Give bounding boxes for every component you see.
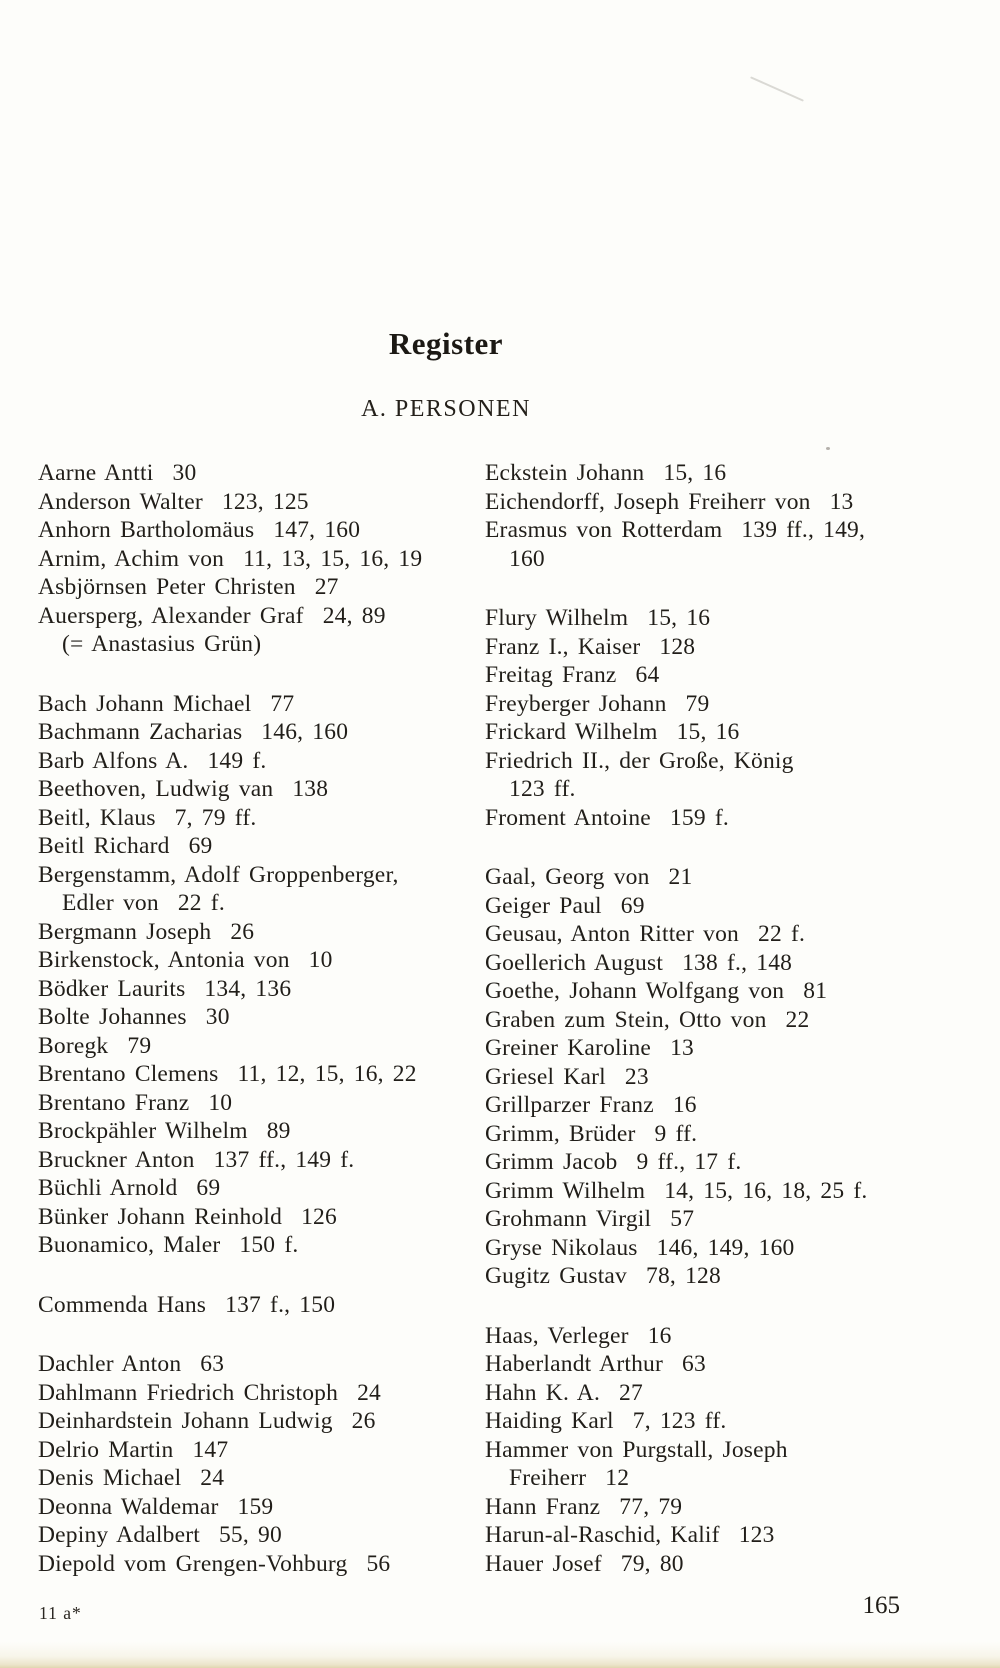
index-entry bbox=[485, 633, 965, 662]
index-entry bbox=[485, 863, 965, 892]
index-entry bbox=[38, 1493, 483, 1522]
index-group bbox=[485, 863, 965, 1291]
signature-mark: 11 a* bbox=[39, 1603, 82, 1623]
index-entry bbox=[485, 1436, 965, 1465]
entry-pages: 21 bbox=[668, 864, 693, 890]
entry-pages: 22 f. bbox=[177, 890, 225, 916]
index-entry bbox=[38, 1203, 483, 1232]
index-entry bbox=[38, 459, 483, 488]
index-entry bbox=[485, 1379, 965, 1408]
entry-name: Eckstein Johann bbox=[485, 460, 645, 486]
index-entry bbox=[38, 545, 483, 574]
entry-pages: 137 ff., 149 f. bbox=[213, 1146, 355, 1173]
index-entry bbox=[485, 1034, 965, 1063]
entry-name: Büchli Arnold bbox=[38, 1175, 178, 1201]
index-entry bbox=[485, 775, 965, 804]
entry-name: Freitag Franz bbox=[485, 662, 617, 688]
index-group bbox=[485, 604, 965, 832]
entry-name: Gaal, Georg von bbox=[485, 864, 650, 890]
entry-name: Grimm Jacob bbox=[485, 1149, 618, 1175]
entry-name: Freiherr bbox=[509, 1465, 587, 1491]
entry-name: Grillparzer Franz bbox=[485, 1092, 654, 1118]
entry-pages: 16 bbox=[672, 1092, 697, 1118]
entry-pages: 10 bbox=[308, 947, 333, 973]
entry-pages: 159 bbox=[237, 1493, 274, 1520]
index-column-right bbox=[485, 459, 965, 1578]
entry-pages: 126 bbox=[301, 1203, 337, 1230]
index-entry bbox=[485, 1205, 965, 1234]
entry-name: Anderson Walter bbox=[38, 488, 203, 515]
entry-name: Geiger Paul bbox=[485, 892, 602, 919]
entry-pages: 9 ff., 17 f. bbox=[636, 1149, 742, 1175]
entry-name: Brockpähler Wilhelm bbox=[38, 1118, 248, 1144]
entry-pages: 139 ff., 149, bbox=[741, 517, 866, 543]
entry-pages: 79 bbox=[685, 690, 710, 717]
entry-pages: 26 bbox=[230, 918, 255, 945]
entry-pages: 30 bbox=[205, 1004, 230, 1030]
entry-pages: 30 bbox=[172, 460, 197, 486]
entry-pages: 7, 123 ff. bbox=[632, 1408, 727, 1434]
entry-pages: 16 bbox=[647, 1322, 672, 1349]
entry-name: Eichendorff, Joseph Freiherr von bbox=[485, 488, 811, 515]
index-entry bbox=[485, 1262, 965, 1291]
entry-pages: 11, 13, 15, 16, 19 bbox=[243, 545, 423, 572]
entry-name: Dahlmann Friedrich Christoph bbox=[38, 1379, 339, 1406]
entry-pages: 79 bbox=[127, 1032, 152, 1059]
index-group bbox=[38, 459, 483, 659]
index-entry bbox=[485, 1493, 965, 1522]
entry-name: Beethoven, Ludwig van bbox=[38, 776, 274, 802]
entry-name: Anhorn Bartholomäus bbox=[38, 517, 255, 543]
entry-name: Buonamico, Maler bbox=[38, 1232, 221, 1258]
index-entry bbox=[38, 832, 483, 861]
index-entry bbox=[38, 1350, 483, 1379]
entry-name: Beitl, Klaus bbox=[38, 804, 156, 831]
entry-name: Edler von bbox=[62, 890, 159, 916]
entry-pages: 138 bbox=[292, 776, 329, 802]
entry-pages: 12 bbox=[605, 1465, 630, 1491]
index-entry bbox=[38, 889, 483, 918]
index-entry bbox=[485, 1006, 965, 1035]
entry-name: Bünker Johann Reinhold bbox=[38, 1203, 283, 1230]
entry-name: Bruckner Anton bbox=[38, 1146, 195, 1173]
entry-name: Freyberger Johann bbox=[485, 690, 667, 717]
index-entry bbox=[485, 920, 965, 949]
entry-pages: 147, 160 bbox=[273, 517, 361, 543]
index-entry bbox=[38, 1032, 483, 1061]
entry-name: Hammer von Purgstall, Joseph bbox=[485, 1436, 788, 1463]
index-entry bbox=[485, 1550, 965, 1579]
entry-name: Bachmann Zacharias bbox=[38, 719, 243, 745]
index-entry bbox=[38, 1174, 483, 1203]
entry-name: Graben zum Stein, Otto von bbox=[485, 1006, 767, 1033]
entry-name: Bach Johann Michael bbox=[38, 690, 252, 717]
entry-name: Hauer Josef bbox=[485, 1550, 602, 1577]
entry-pages: 64 bbox=[635, 662, 660, 688]
entry-pages: 13 bbox=[670, 1035, 694, 1061]
entry-pages: 10 bbox=[208, 1089, 233, 1116]
index-entry bbox=[485, 459, 965, 488]
entry-pages: 22 f. bbox=[758, 921, 806, 947]
entry-pages: 147 bbox=[192, 1436, 229, 1463]
entry-pages: 27 bbox=[619, 1379, 643, 1406]
entry-pages: 77 bbox=[270, 690, 295, 717]
entry-name: Goellerich August bbox=[485, 949, 664, 976]
index-entry bbox=[38, 1521, 483, 1550]
entry-pages: 24, 89 bbox=[322, 602, 386, 629]
entry-pages: 160 bbox=[509, 545, 545, 572]
index-entry bbox=[485, 804, 965, 833]
index-entry bbox=[38, 488, 483, 517]
entry-name: Gugitz Gustav bbox=[485, 1263, 628, 1289]
entry-name: Barb Alfons A. bbox=[38, 747, 189, 774]
entry-name: Haiding Karl bbox=[485, 1408, 614, 1434]
index-entry bbox=[38, 1231, 483, 1260]
entry-pages: 138 f., 148 bbox=[682, 949, 793, 976]
index-entry bbox=[485, 1120, 965, 1149]
entry-pages: 24 bbox=[200, 1465, 225, 1491]
entry-pages: 9 ff. bbox=[654, 1120, 698, 1147]
entry-pages: 150 f. bbox=[239, 1232, 299, 1258]
entry-name: Deonna Waldemar bbox=[38, 1493, 219, 1520]
entry-pages: 78, 128 bbox=[646, 1263, 721, 1289]
entry-name: Hahn K. A. bbox=[485, 1379, 601, 1406]
entry-pages: 149 f. bbox=[207, 747, 267, 774]
entry-name: Depiny Adalbert bbox=[38, 1522, 200, 1548]
entry-pages: 79, 80 bbox=[620, 1550, 684, 1577]
entry-pages: 15, 16 bbox=[647, 605, 711, 631]
entry-name: Froment Antoine bbox=[485, 804, 651, 831]
entry-name: Brentano Franz bbox=[38, 1089, 190, 1116]
entry-pages: 13 bbox=[829, 488, 854, 515]
entry-name: Grimm, Brüder bbox=[485, 1120, 636, 1147]
index-entry bbox=[38, 1407, 483, 1436]
index-entry bbox=[38, 747, 483, 776]
entry-pages: 63 bbox=[200, 1351, 225, 1377]
index-entry bbox=[38, 573, 483, 602]
entry-pages: 89 bbox=[266, 1118, 291, 1144]
index-column-left bbox=[38, 459, 483, 1578]
entry-pages: 81 bbox=[803, 978, 828, 1004]
index-entry bbox=[485, 892, 965, 921]
entry-name: Bergmann Joseph bbox=[38, 918, 212, 945]
entry-pages: 22 bbox=[785, 1006, 810, 1033]
scan-scratch-artifact bbox=[750, 76, 804, 101]
entry-name: Delrio Martin bbox=[38, 1436, 174, 1463]
index-group bbox=[485, 459, 965, 573]
entry-pages: 134, 136 bbox=[204, 975, 292, 1002]
index-entry bbox=[38, 1436, 483, 1465]
entry-name: Grohmann Virgil bbox=[485, 1206, 652, 1232]
entry-name: Goethe, Johann Wolfgang von bbox=[485, 978, 785, 1004]
entry-pages: 123 ff. bbox=[509, 776, 576, 802]
entry-name: Griesel Karl bbox=[485, 1063, 606, 1090]
entry-pages: 26 bbox=[351, 1408, 376, 1434]
index-entry bbox=[38, 1117, 483, 1146]
index-entry bbox=[485, 1148, 965, 1177]
entry-pages: 77, 79 bbox=[619, 1493, 683, 1520]
entry-name: Beitl Richard bbox=[38, 833, 170, 859]
entry-name: Hann Franz bbox=[485, 1493, 601, 1520]
entry-name: Deinhardstein Johann Ludwig bbox=[38, 1408, 333, 1434]
index-entry bbox=[38, 690, 483, 719]
index-entry bbox=[485, 516, 965, 545]
index-entry bbox=[485, 1322, 965, 1351]
entry-name: Harun-al-Raschid, Kalif bbox=[485, 1522, 720, 1548]
entry-name: (= Anastasius Grün) bbox=[62, 631, 262, 657]
entry-pages: 146, 160 bbox=[261, 719, 349, 745]
section-heading: A. PERSONEN bbox=[361, 396, 531, 422]
index-entry bbox=[38, 804, 483, 833]
entry-name: Boregk bbox=[38, 1032, 109, 1059]
index-entry bbox=[38, 1379, 483, 1408]
index-entry bbox=[485, 1464, 965, 1493]
index-entry bbox=[38, 1550, 483, 1579]
index-entry bbox=[38, 1089, 483, 1118]
index-group bbox=[38, 1291, 483, 1320]
entry-pages: 11, 12, 15, 16, 22 bbox=[237, 1061, 417, 1087]
entry-pages: 55, 90 bbox=[218, 1522, 282, 1548]
index-entry bbox=[38, 1060, 483, 1089]
entry-pages: 128 bbox=[659, 633, 696, 660]
entry-pages: 15, 16 bbox=[676, 719, 740, 745]
index-group bbox=[38, 690, 483, 1260]
entry-pages: 123, 125 bbox=[221, 488, 309, 515]
entry-name: Dachler Anton bbox=[38, 1351, 182, 1377]
entry-pages: 146, 149, 160 bbox=[656, 1234, 795, 1261]
index-entry bbox=[38, 1464, 483, 1493]
entry-name: Haberlandt Arthur bbox=[485, 1351, 664, 1377]
entry-name: Grimm Wilhelm bbox=[485, 1177, 646, 1204]
entry-pages: 24 bbox=[357, 1379, 381, 1406]
page-number: 165 bbox=[862, 1592, 900, 1619]
index-entry bbox=[485, 977, 965, 1006]
index-entry bbox=[485, 1350, 965, 1379]
index-entry bbox=[485, 545, 965, 574]
index-entry bbox=[485, 1091, 965, 1120]
index-entry bbox=[38, 946, 483, 975]
entry-pages: 63 bbox=[682, 1351, 706, 1377]
entry-pages: 69 bbox=[196, 1175, 221, 1201]
index-entry bbox=[485, 604, 965, 633]
entry-name: Friedrich II., der Große, König bbox=[485, 747, 794, 774]
index-entry bbox=[38, 918, 483, 947]
entry-pages: 56 bbox=[366, 1550, 391, 1577]
scan-speck-artifact bbox=[826, 447, 830, 450]
entry-name: Aarne Antti bbox=[38, 460, 154, 486]
entry-pages: 57 bbox=[670, 1206, 695, 1232]
index-entry bbox=[38, 718, 483, 747]
entry-name: Asbjörnsen Peter Christen bbox=[38, 574, 296, 600]
entry-name: Frickard Wilhelm bbox=[485, 719, 658, 745]
index-entry bbox=[38, 861, 483, 890]
index-entry bbox=[38, 630, 483, 659]
entry-name: Bergenstamm, Adolf Groppenberger, bbox=[38, 861, 399, 888]
entry-name: Bolte Johannes bbox=[38, 1004, 187, 1030]
index-entry bbox=[485, 488, 965, 517]
index-entry bbox=[485, 1407, 965, 1436]
entry-name: Bödker Laurits bbox=[38, 975, 186, 1002]
entry-name: Flury Wilhelm bbox=[485, 605, 629, 631]
index-entry bbox=[485, 1521, 965, 1550]
entry-pages: 15, 16 bbox=[663, 460, 727, 486]
index-group bbox=[38, 1350, 483, 1578]
index-entry bbox=[38, 516, 483, 545]
entry-pages: 7, 79 ff. bbox=[174, 804, 257, 831]
index-entry bbox=[485, 949, 965, 978]
entry-name: Franz I., Kaiser bbox=[485, 633, 641, 660]
page-title: Register bbox=[388, 326, 504, 361]
entry-name: Gryse Nikolaus bbox=[485, 1234, 638, 1261]
entry-name: Greiner Karoline bbox=[485, 1035, 652, 1061]
entry-pages: 137 f., 150 bbox=[225, 1291, 336, 1318]
entry-pages: 69 bbox=[188, 833, 213, 859]
entry-name: Commenda Hans bbox=[38, 1291, 207, 1318]
index-group bbox=[485, 1322, 965, 1579]
index-entry bbox=[485, 661, 965, 690]
entry-name: Auersperg, Alexander Graf bbox=[38, 602, 304, 629]
entry-name: Haas, Verleger bbox=[485, 1322, 629, 1349]
entry-name: Diepold vom Grengen-Vohburg bbox=[38, 1550, 348, 1577]
index-entry bbox=[485, 1234, 965, 1263]
entry-name: Geusau, Anton Ritter von bbox=[485, 921, 739, 947]
entry-name: Erasmus von Rotterdam bbox=[485, 517, 723, 543]
index-entry bbox=[485, 718, 965, 747]
index-entry bbox=[38, 1146, 483, 1175]
entry-pages: 27 bbox=[314, 574, 339, 600]
entry-name: Birkenstock, Antonia von bbox=[38, 947, 290, 973]
index-entry bbox=[38, 1291, 483, 1320]
index-entry bbox=[38, 602, 483, 631]
entry-pages: 123 bbox=[738, 1522, 775, 1548]
scan-bottom-edge-shadow bbox=[0, 1642, 1000, 1668]
entry-name: Arnim, Achim von bbox=[38, 545, 225, 572]
entry-pages: 14, 15, 16, 18, 25 f. bbox=[664, 1177, 868, 1204]
entry-pages: 69 bbox=[620, 892, 645, 919]
index-entry bbox=[485, 1063, 965, 1092]
entry-pages: 23 bbox=[624, 1063, 649, 1090]
index-entry bbox=[38, 1003, 483, 1032]
index-entry bbox=[485, 690, 965, 719]
index-entry bbox=[38, 775, 483, 804]
entry-name: Denis Michael bbox=[38, 1465, 182, 1491]
index-entry bbox=[485, 1177, 965, 1206]
index-entry bbox=[485, 747, 965, 776]
entry-pages: 159 f. bbox=[669, 804, 729, 831]
entry-name: Brentano Clemens bbox=[38, 1061, 219, 1087]
index-entry bbox=[38, 975, 483, 1004]
